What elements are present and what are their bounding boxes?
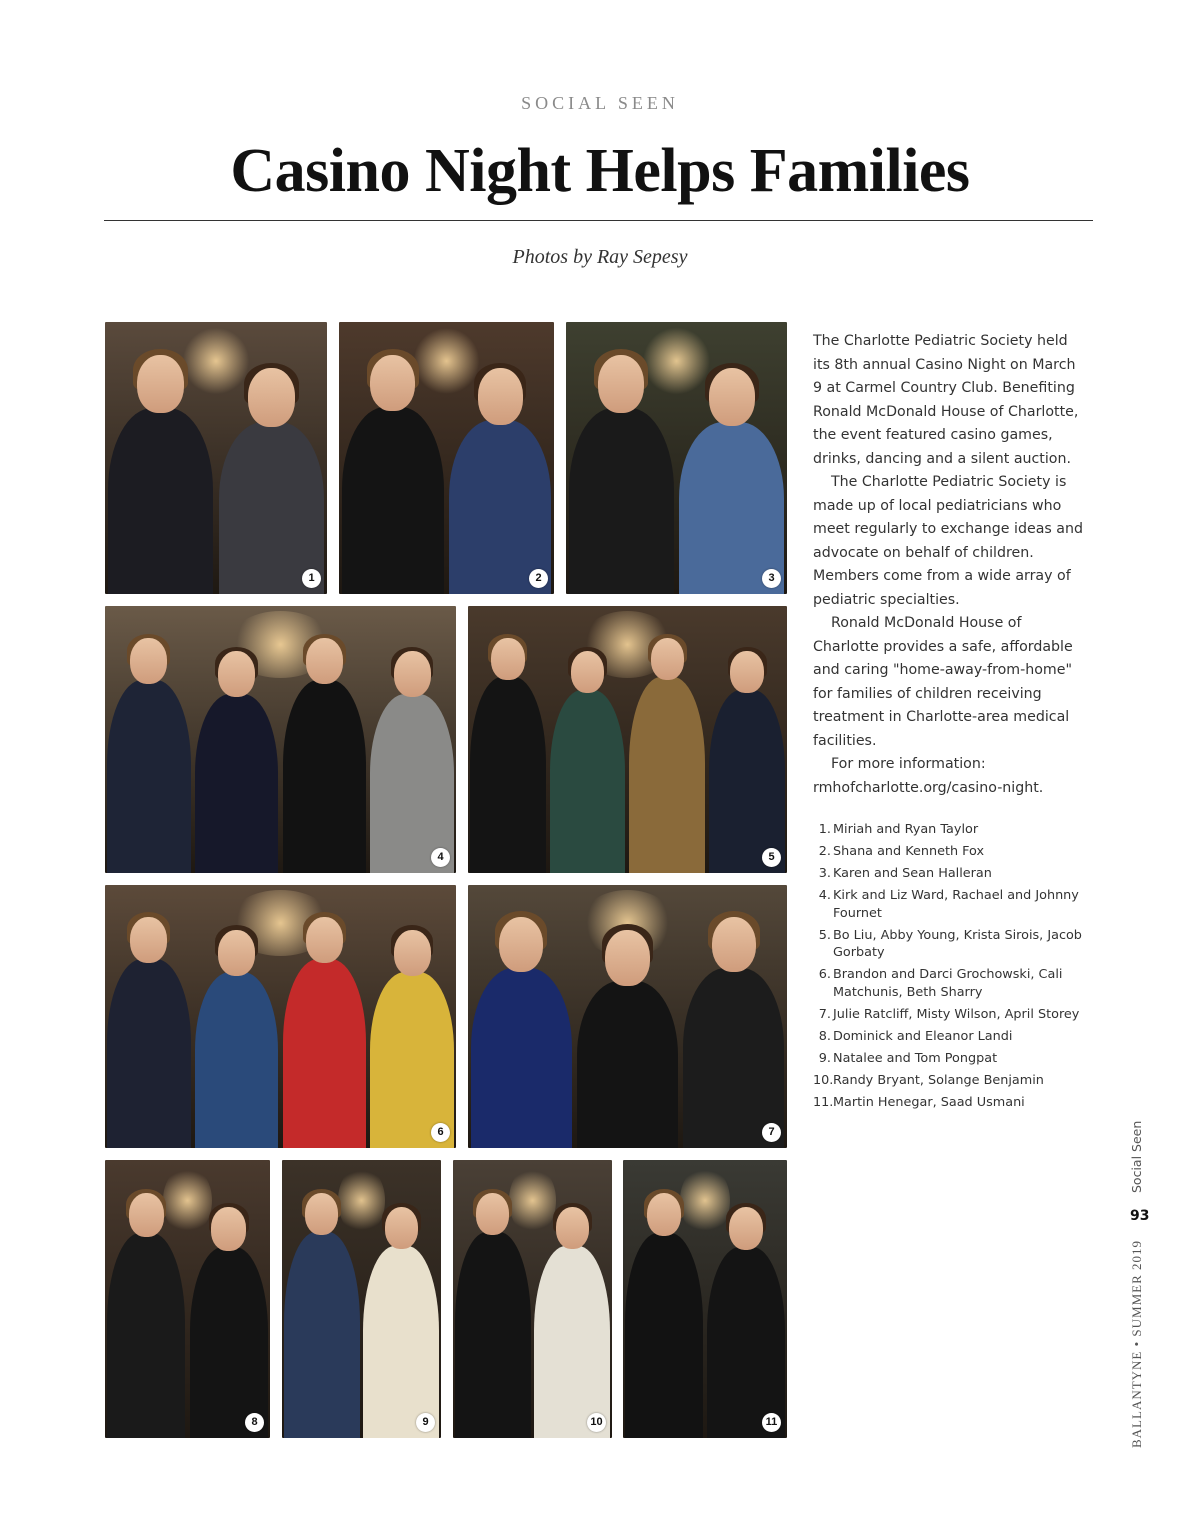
folio-section: Social Seen <box>1129 1120 1144 1193</box>
article-paragraph: For more information: rmhofcharlotte.org/casino-night. <box>813 756 1044 796</box>
caption-item <box>813 887 1103 922</box>
caption-item <box>813 1028 1103 1046</box>
person-figure <box>283 680 366 873</box>
event-photo <box>468 606 787 873</box>
person-figure <box>283 959 366 1148</box>
person-figure <box>679 422 784 594</box>
event-photo <box>453 1160 612 1438</box>
person-face <box>491 638 524 680</box>
photo-number-badge: 5 <box>762 848 781 867</box>
caption-text: Dominick and Eleanor Landi <box>833 1028 1013 1044</box>
person-figure <box>534 1246 610 1438</box>
person-figure <box>363 1246 439 1438</box>
person-figure <box>455 1232 531 1438</box>
caption-text: Shana and Kenneth Fox <box>833 844 985 859</box>
person-face <box>478 368 523 424</box>
person-face <box>394 651 431 697</box>
caption-text: Kirk and Liz Ward, Rachael and Johnny Fournet <box>833 888 1079 921</box>
person-face <box>651 638 684 680</box>
person-face <box>370 355 415 411</box>
person-face <box>712 917 757 973</box>
caption-item <box>813 1072 1103 1090</box>
person-face <box>571 651 604 693</box>
caption-number: 10. <box>813 1072 834 1088</box>
event-photo <box>468 885 787 1148</box>
event-photo <box>282 1160 441 1438</box>
event-photo <box>105 322 327 594</box>
caption-item <box>813 843 1103 861</box>
person-face <box>130 917 167 963</box>
person-figure <box>629 677 705 873</box>
event-photo <box>105 885 456 1148</box>
caption-item <box>813 927 1103 962</box>
caption-text: Martin Henegar, Saad Usmani <box>833 1094 1025 1110</box>
photo-number-badge: 6 <box>431 1123 450 1142</box>
photo-number-badge: 8 <box>245 1413 264 1432</box>
person-figure <box>107 1233 185 1438</box>
person-face <box>248 368 295 426</box>
person-figure <box>683 968 784 1148</box>
caption-number: 11. <box>813 1094 834 1110</box>
photo-number-badge: 10 <box>587 1413 606 1432</box>
caption-number: 5. <box>818 927 831 943</box>
person-figure <box>107 680 190 873</box>
caption-text: Randy Bryant, Solange Benjamin <box>833 1072 1044 1088</box>
person-face <box>499 917 544 973</box>
person-face <box>130 638 167 684</box>
person-face <box>218 930 255 976</box>
person-face <box>730 651 763 693</box>
photo-number-badge: 7 <box>762 1123 781 1142</box>
person-face <box>476 1193 509 1235</box>
photo-number-badge: 2 <box>529 569 548 588</box>
person-figure <box>707 1247 785 1438</box>
caption-number: 7. <box>818 1006 831 1022</box>
light-glow <box>414 327 479 395</box>
caption-text: Karen and Sean Halleran <box>833 866 992 881</box>
person-face <box>305 1193 338 1235</box>
event-photo <box>566 322 787 594</box>
page-number: 93 <box>1130 1208 1150 1224</box>
person-figure <box>195 972 278 1148</box>
person-figure <box>190 1247 268 1438</box>
light-glow <box>509 1166 557 1236</box>
caption-text: Julie Ratcliff, Misty Wilson, April Storey <box>833 1006 1080 1022</box>
person-figure <box>284 1232 360 1438</box>
caption-text: Natalee and Tom Pongpat <box>833 1050 998 1066</box>
caption-number: 1. <box>818 822 831 837</box>
person-figure <box>625 1233 703 1438</box>
caption-item <box>813 1094 1103 1112</box>
caption-number: 4. <box>818 888 831 903</box>
caption-item <box>813 966 1103 1001</box>
person-face <box>647 1193 681 1236</box>
person-face <box>385 1207 418 1249</box>
event-photo <box>105 606 456 873</box>
article-body <box>813 330 1085 800</box>
photo-number-badge: 4 <box>431 848 450 867</box>
event-photo <box>105 1160 270 1438</box>
section-kicker: SOCIAL SEEN <box>521 93 679 113</box>
caption-item <box>813 865 1103 883</box>
caption-number: 3. <box>818 866 831 881</box>
person-figure <box>108 408 213 594</box>
person-figure <box>550 690 626 873</box>
person-figure <box>342 407 444 594</box>
person-face <box>598 355 644 413</box>
person-figure <box>195 694 278 873</box>
person-figure <box>577 981 678 1148</box>
caption-text: Miriah and Ryan Taylor <box>833 822 979 837</box>
person-figure <box>449 420 551 594</box>
event-photo <box>339 322 554 594</box>
person-figure <box>470 677 546 873</box>
caption-text: Bo Liu, Abby Young, Krista Sirois, Jacob Gorbaty <box>833 927 1082 960</box>
light-glow <box>643 327 709 395</box>
caption-number: 6. <box>818 967 831 982</box>
person-face <box>729 1207 763 1250</box>
person-figure <box>219 422 324 594</box>
caption-item <box>813 1050 1103 1068</box>
light-glow <box>680 1166 729 1236</box>
person-face <box>556 1207 589 1249</box>
person-figure <box>471 968 572 1148</box>
person-figure <box>370 694 453 873</box>
photo-number-badge: 11 <box>762 1413 781 1432</box>
person-face <box>211 1207 246 1250</box>
person-figure <box>370 972 453 1148</box>
photo-credit: Photos by Ray Sepesy <box>512 246 688 268</box>
light-glow <box>163 1166 213 1236</box>
caption-text: Brandon and Darci Grochowski, Cali Matchunis, Beth Sharry <box>833 967 1063 1000</box>
page-title: Casino Night Helps Families <box>230 137 970 205</box>
article-paragraph: Ronald McDonald House of Charlotte provides a safe, affordable and caring "home-away-from-home" for families of children receiving treatment in Charlotte-area medical facilities. <box>813 615 1073 749</box>
folio-publication: BALLANTYNE • SUMMER 2019 <box>1129 1239 1144 1448</box>
event-photo <box>623 1160 787 1438</box>
photo-number-badge: 9 <box>416 1413 435 1432</box>
caption-item <box>813 1006 1103 1024</box>
person-figure <box>107 959 190 1148</box>
caption-number: 9. <box>818 1050 831 1066</box>
person-face <box>218 651 255 697</box>
person-face <box>306 638 343 684</box>
page-folio <box>1128 1108 1154 1448</box>
caption-number: 2. <box>818 844 831 859</box>
person-face <box>709 368 755 426</box>
caption-number: 8. <box>818 1028 831 1044</box>
caption-item <box>813 821 1103 839</box>
person-figure <box>569 408 674 594</box>
photo-captions <box>813 821 1103 1116</box>
photo-number-badge: 1 <box>302 569 321 588</box>
person-face <box>306 917 343 963</box>
person-face <box>605 930 650 986</box>
person-figure <box>709 690 785 873</box>
article-paragraph: The Charlotte Pediatric Society held its 8th annual Casino Night on March 9 at Carmel Country Club. Benefiting Ronald McDonald House of Charlotte, the event featured casino games, drinks, dancing and a silent auction. <box>813 333 1079 467</box>
person-face <box>394 930 431 976</box>
article-paragraph: The Charlotte Pediatric Society is made up of local pediatricians who meet regularly to exchange ideas and advocate on behalf of children. Members come from a wide array of pediatric specialties. <box>813 474 1083 608</box>
light-glow <box>338 1166 386 1236</box>
person-face <box>137 355 184 413</box>
title-rule <box>104 220 1093 221</box>
person-face <box>129 1193 164 1236</box>
photo-number-badge: 3 <box>762 569 781 588</box>
